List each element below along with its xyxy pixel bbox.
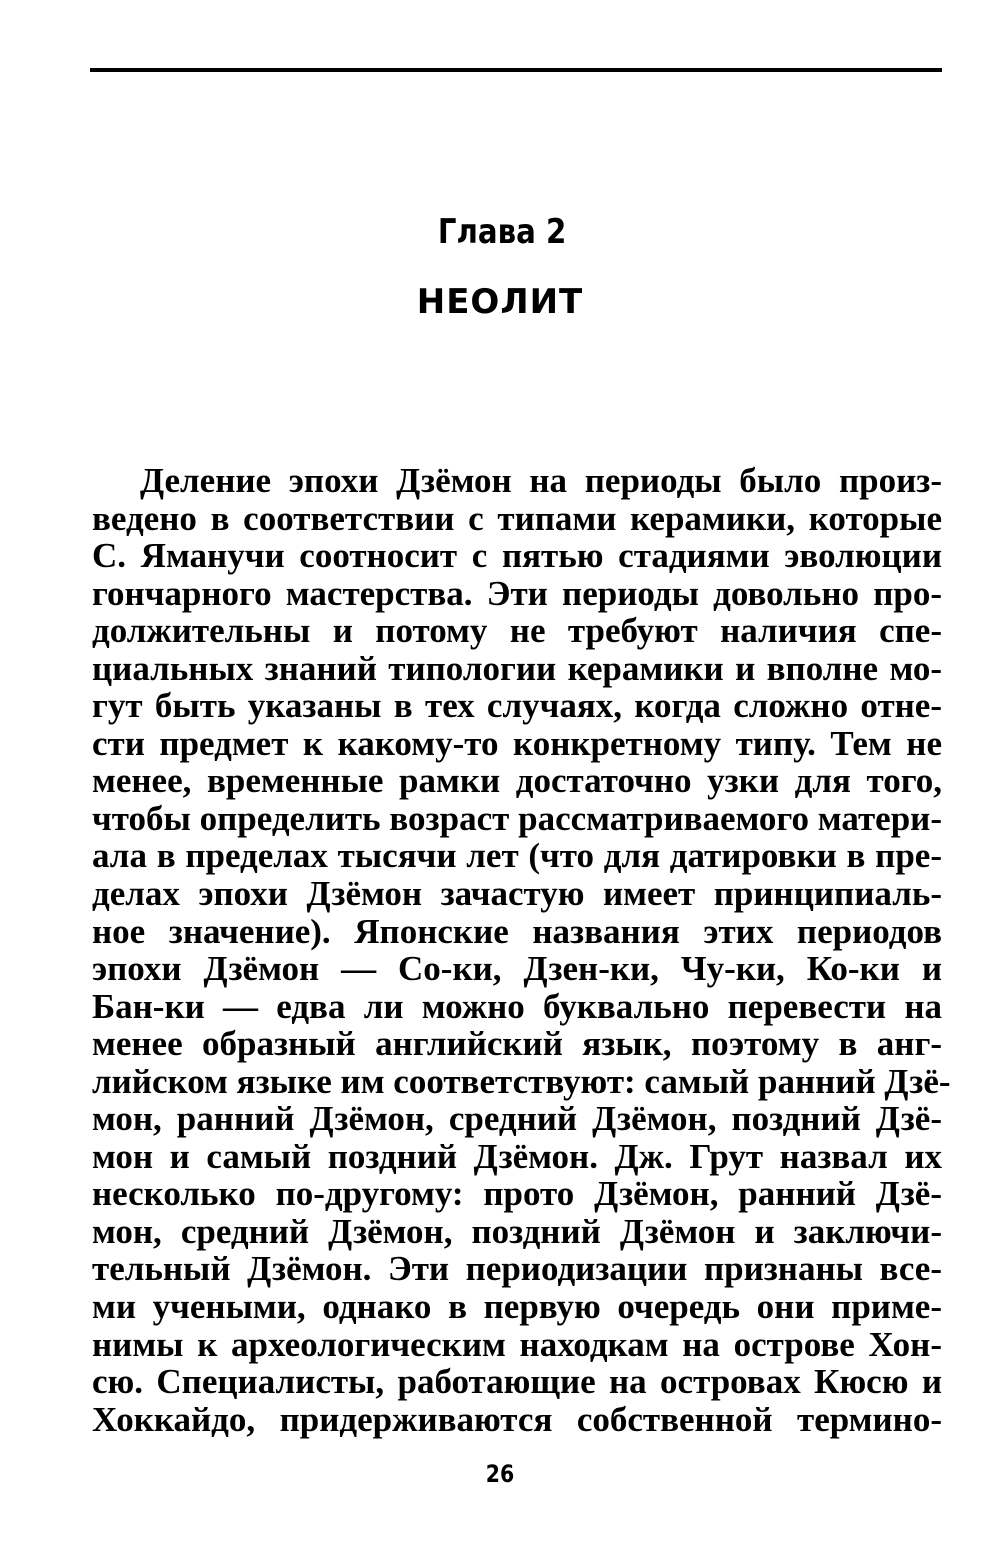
chapter-title: НЕОЛИТ: [416, 282, 584, 322]
text-line: Хоккайдо, придерживаются собственной термино-: [92, 1399, 942, 1439]
text-line: мон, ранний Дзёмон, средний Дзёмон, поздний Дзё-: [92, 1099, 942, 1139]
text-line: менее, временные рамки достаточно узки для того,: [92, 761, 942, 801]
text-line: тельный Дзёмон. Эти периодизации признаны все-: [92, 1249, 942, 1289]
chapter-label: Глава 2: [437, 212, 567, 252]
text-line: ное значение). Японские названия этих периодов: [92, 911, 942, 951]
page-number: 26: [485, 1460, 515, 1488]
text-line: ведено в соответствии с типами керамики, которые: [92, 498, 942, 538]
text-line: сю. Специалисты, работающие на островах Кюсю и: [92, 1362, 942, 1402]
text-line: эпохи Дзёмон — Со-ки, Дзен-ки, Чу-ки, Ко-ки и: [92, 949, 942, 989]
text-line: чтобы определить возраст рассматриваемого матери-: [92, 798, 942, 838]
text-line: гончарного мастерства. Эти периоды довольно про-: [92, 573, 942, 613]
text-line: ми учеными, однако в первую очередь они приме-: [92, 1287, 942, 1327]
top-rule: [90, 68, 942, 72]
text-line: Деление эпохи Дзёмон на периоды было произ-: [140, 461, 942, 500]
text-line: несколько по-другому: прото Дзёмон, ранний Дзё-: [92, 1174, 942, 1214]
text-line: нимы к археологическим находкам на острове Хон-: [92, 1324, 942, 1364]
text-line: циальных знаний типологии керамики и вполне мо-: [92, 648, 942, 688]
text-line: сти предмет к какому-то конкретному типу. Тем не: [92, 723, 942, 763]
text-line: С. Яманучи соотносит с пятью стадиями эволюции: [92, 536, 942, 576]
text-line: Бан-ки — едва ли можно буквально перевести на: [92, 986, 942, 1026]
text-line: должительны и потому не требуют наличия спе-: [92, 611, 942, 651]
text-line: делах эпохи Дзёмон зачастую имеет принципиаль-: [92, 874, 942, 914]
text-line: гут быть указаны в тех случаях, когда сложно отне-: [92, 686, 942, 726]
text-line: мон и самый поздний Дзёмон. Дж. Грут назвал их: [92, 1136, 942, 1176]
body-paragraph: [92, 461, 951, 1439]
text-line: лийском языке им соответствуют: самый ранний Дзё-: [92, 1061, 951, 1101]
text-line: ала в пределах тысячи лет (что для датировки в пре-: [92, 836, 942, 876]
text-line: мон, средний Дзёмон, поздний Дзёмон и заключи-: [92, 1211, 942, 1251]
text-line: менее образный английский язык, поэтому в анг-: [92, 1024, 942, 1064]
